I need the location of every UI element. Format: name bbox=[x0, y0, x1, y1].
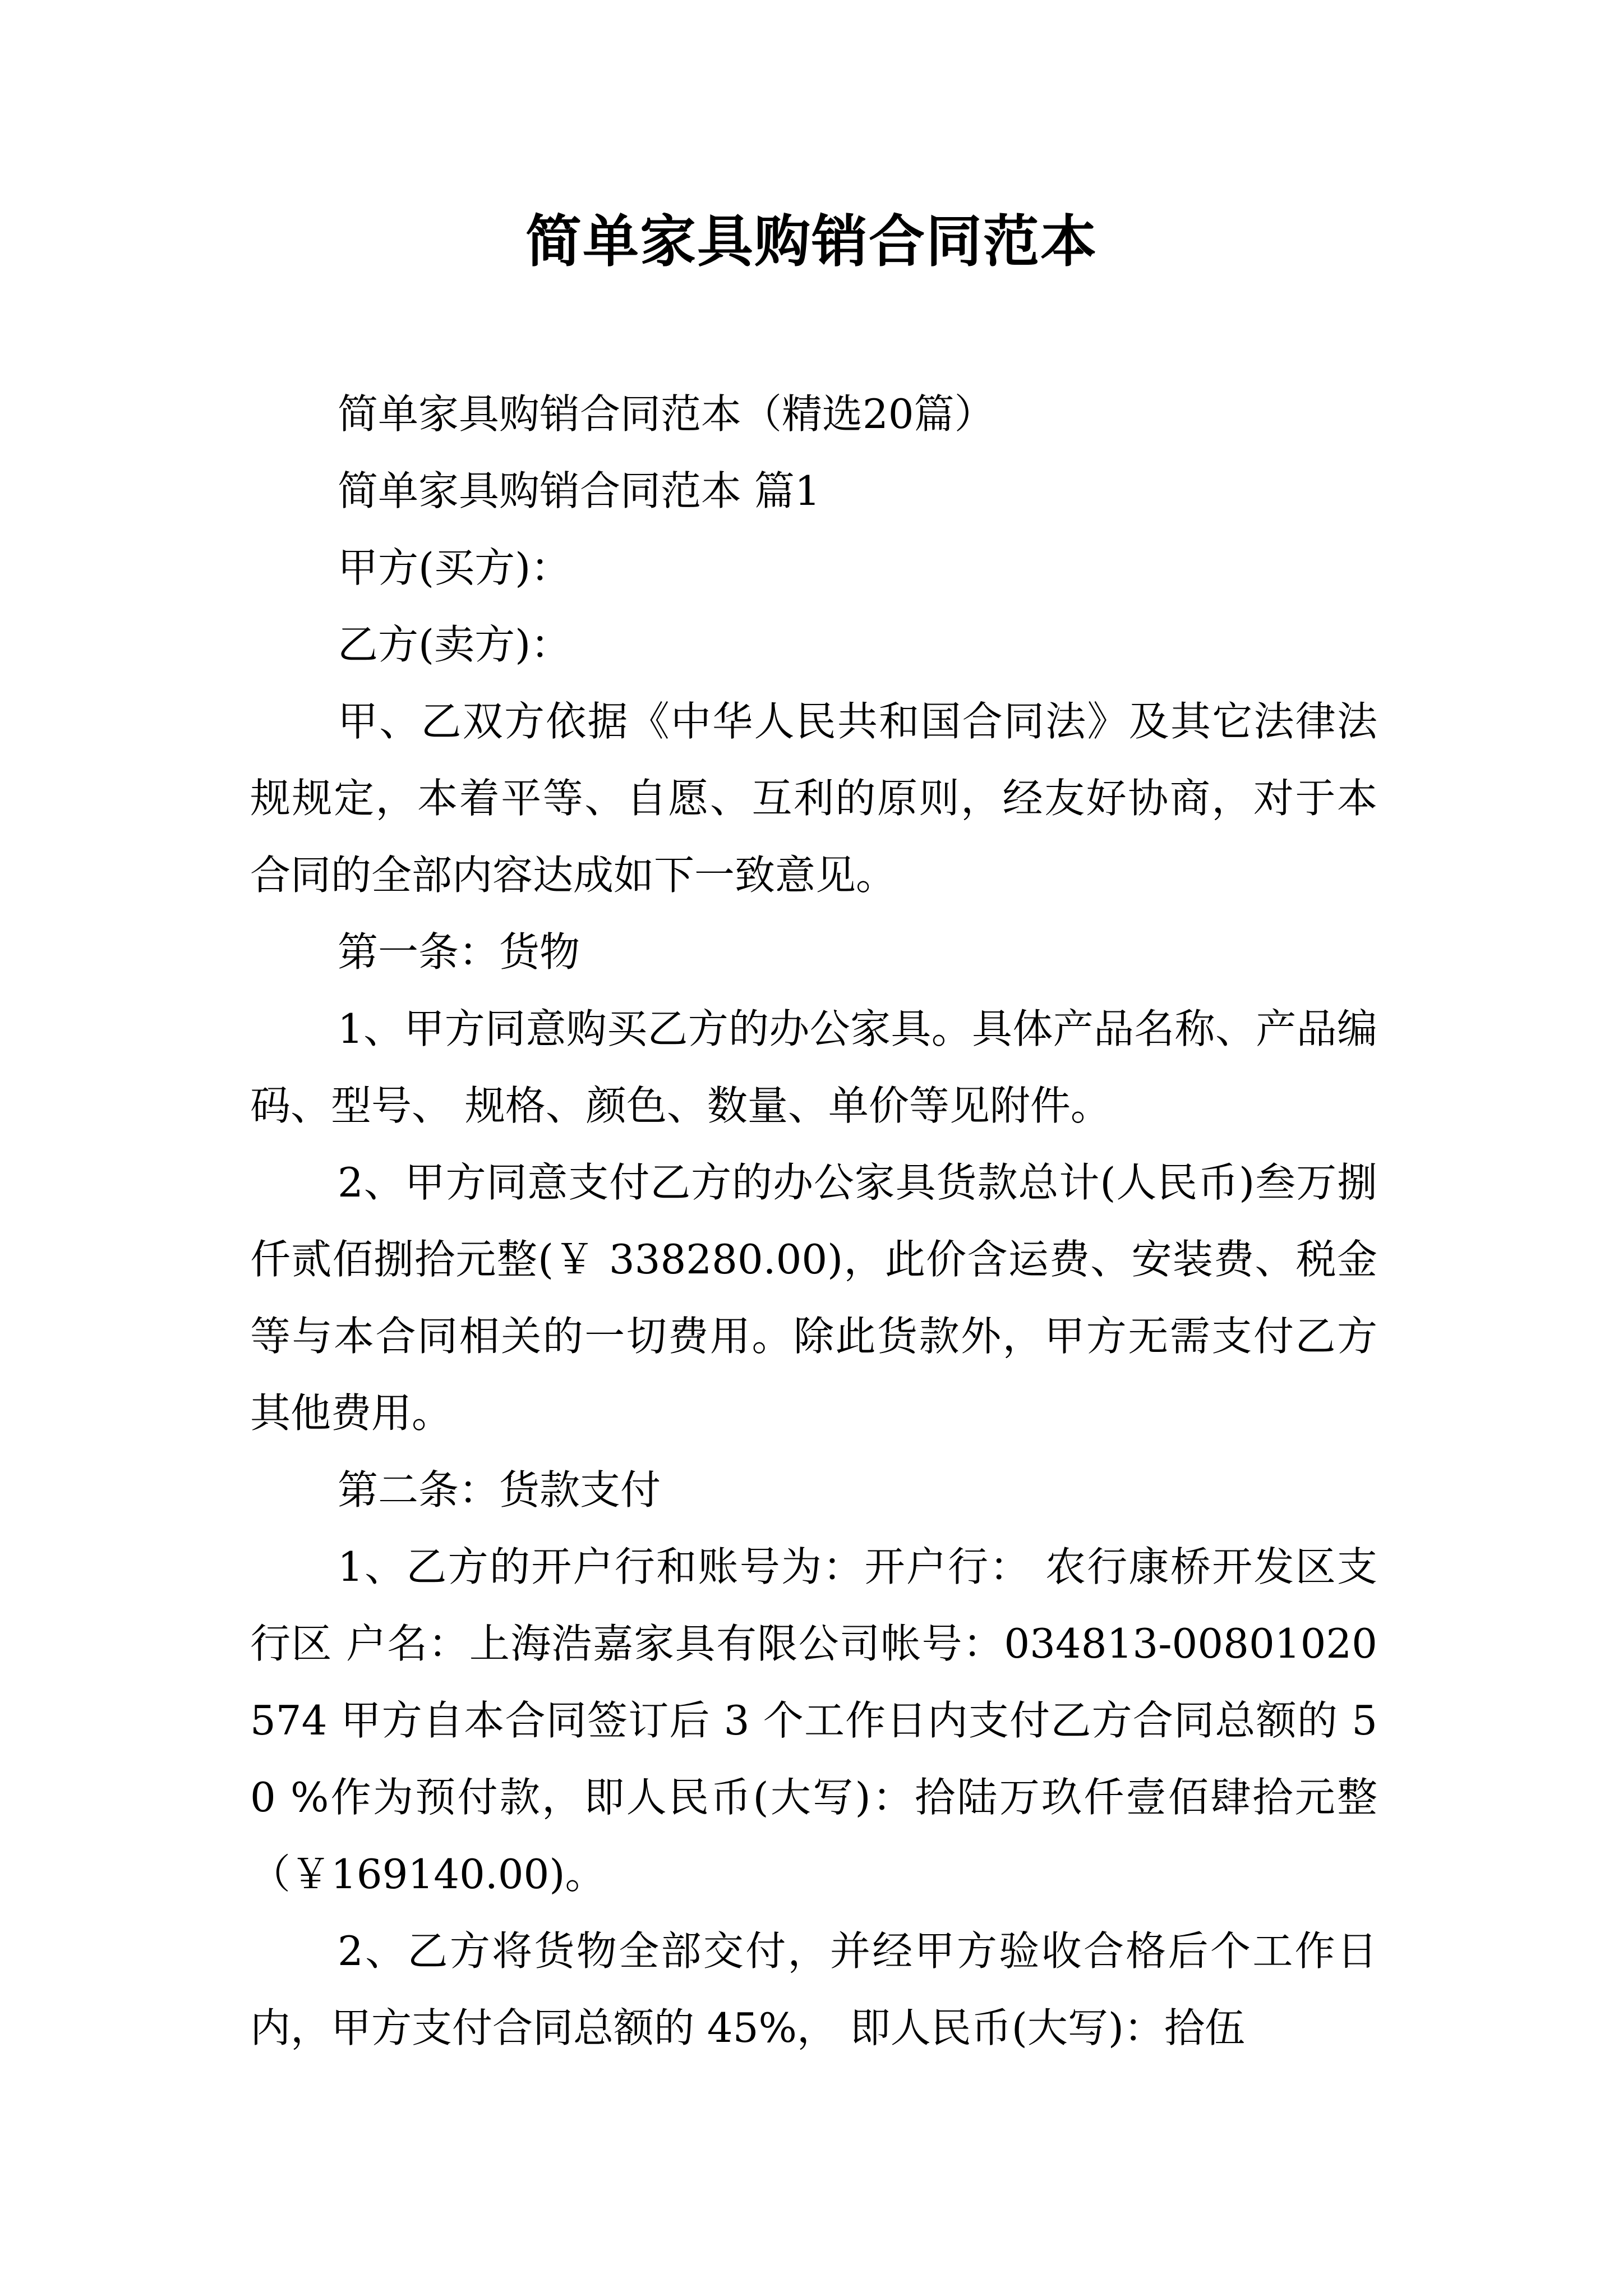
paragraph-article-1-clause-1: 1、甲方同意购买乙方的办公家具。具体产品名称、产品编码、型号、 规格、颜色、数量、单价等见附件。 bbox=[250, 1005, 1377, 1129]
paragraph-article-2-clause-1: 1、乙方的开户行和账号为：开户行： 农行康桥开发区支行区 户名：上海浩嘉家具有限公司帐号：034813-00801020574 甲方自本合同签订后 3 个工作日内支付乙方合同总额的 50 %作为预付款，即人民币(大写)：拾陆万玖仟壹佰肆拾元整（￥169140.00)。 bbox=[250, 1543, 1377, 1898]
paragraph-article-1-heading: 第一条：货物 bbox=[338, 928, 580, 976]
paragraph-section-heading: 简单家具购销合同范本 篇1 bbox=[338, 467, 820, 514]
document-body bbox=[250, 376, 1377, 2067]
paragraph-party-a: 甲方(买方)： bbox=[338, 544, 571, 591]
paragraph-subtitle: 简单家具购销合同范本（精选20篇） bbox=[338, 390, 995, 438]
paragraph-article-1-clause-2: 2、甲方同意支付乙方的办公家具货款总计(人民币)叁万捌仟贰佰捌拾元整(￥ 338280.00)，此价含运费、安装费、税金等与本合同相关的一切费用。除此货款外，甲方无需支付乙方其他费用。 bbox=[250, 1159, 1377, 1437]
paragraph-party-b: 乙方(卖方)： bbox=[338, 621, 571, 668]
document-title: 简单家具购销合同范本 bbox=[525, 208, 1098, 274]
paragraph-article-2-heading: 第二条：货款支付 bbox=[338, 1466, 661, 1513]
paragraph-article-2-clause-2: 2、乙方将货物全部交付，并经甲方验收合格后个工作日内，甲方支付合同总额的 45%， 即人民币(大写)：拾伍 bbox=[250, 1927, 1377, 2051]
paragraph-preamble: 甲、乙双方依据《中华人民共和国合同法》及其它法律法规规定，本着平等、自愿、互利的原则，经友好协商，对于本合同的全部内容达成如下一致意见。 bbox=[250, 698, 1377, 899]
